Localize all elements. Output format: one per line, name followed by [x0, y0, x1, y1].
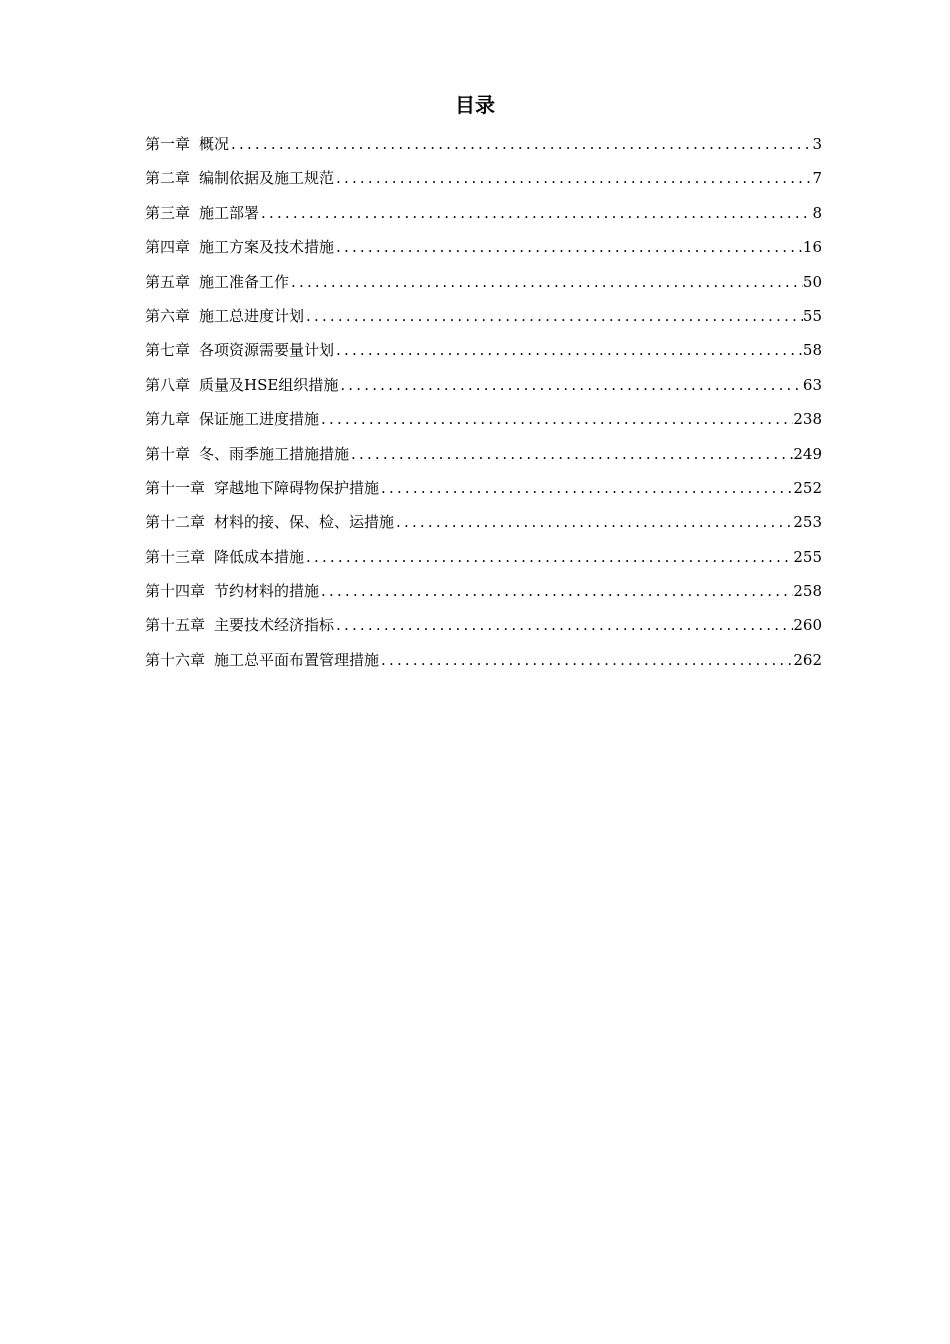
toc-leader-dots: [334, 230, 803, 264]
toc-entry-title: 冬、雨季施工措施措施: [199, 444, 350, 463]
toc-chapter: 第一章: [145, 135, 191, 153]
toc-page-number: 63: [802, 375, 822, 394]
toc-entry-title: 降低成本措施: [214, 547, 305, 566]
toc-entry-9[interactable]: [145, 402, 822, 436]
toc-chapter: 第十二章: [145, 513, 206, 532]
toc-page-number: 50: [802, 272, 822, 291]
toc-entry-title: 节约材料的措施: [214, 582, 320, 601]
toc-leader-dots: [338, 368, 803, 402]
toc-leader-dots: [319, 574, 793, 608]
toc-page-number: 8: [812, 203, 822, 222]
toc-page-number: 238: [793, 410, 822, 429]
toc-page-number: 255: [793, 547, 822, 566]
toc-entry-14[interactable]: [145, 574, 822, 608]
toc-chapter: 第十一章: [145, 478, 206, 497]
toc-entry-title: 施工部署: [199, 203, 260, 222]
toc-entry-title: 施工总平面布置管理措施: [214, 650, 380, 669]
toc-chapter: 第八章: [145, 375, 191, 394]
toc-chapter: 第十三章: [145, 547, 206, 566]
toc-entry-8[interactable]: [145, 368, 822, 402]
toc-leader-dots: [379, 471, 793, 505]
toc-entry-title: 施工准备工作: [199, 272, 290, 291]
toc-chapter: 第十六章: [145, 650, 206, 669]
toc-chapter: 第二章: [145, 169, 191, 188]
toc-page-number: 58: [802, 341, 822, 360]
toc-page-number: 253: [793, 513, 822, 532]
toc-entry-15[interactable]: [145, 608, 822, 642]
toc-entry-title: 材料的接、保、检、运措施: [214, 513, 395, 532]
toc-chapter: 第七章: [145, 341, 191, 360]
toc-leader-dots: [304, 540, 793, 574]
toc-leader-dots: [349, 437, 793, 471]
toc-leader-dots: [289, 265, 803, 299]
toc-page-number: 249: [793, 444, 822, 463]
toc-leader-dots: [334, 161, 812, 195]
toc-page-number: 258: [793, 582, 822, 601]
toc-chapter: 第三章: [145, 203, 191, 222]
toc-entry-16[interactable]: [145, 643, 822, 677]
toc-page-number: 262: [793, 650, 822, 669]
toc-entry-13[interactable]: [145, 540, 822, 574]
toc-chapter: 第九章: [145, 410, 191, 429]
toc-entry-title: 施工方案及技术措施: [199, 238, 335, 257]
toc-page-number: 7: [812, 169, 822, 188]
toc-page-number: 55: [802, 306, 822, 325]
toc-leader-dots: [229, 127, 812, 161]
toc-entry-title: 质量及HSE组织措施: [199, 375, 339, 394]
toc-entry-3[interactable]: [145, 196, 822, 230]
toc-entry-title: 主要技术经济指标: [214, 616, 335, 635]
toc-chapter: 第十五章: [145, 616, 206, 635]
toc-entry-12[interactable]: [145, 505, 822, 539]
toc-entry-6[interactable]: [145, 299, 822, 333]
toc-entry-11[interactable]: [145, 471, 822, 505]
toc-leader-dots: [304, 299, 803, 333]
toc-entry-title: 编制依据及施工规范: [199, 169, 335, 188]
toc-chapter: 第五章: [145, 272, 191, 291]
toc-page-number: 16: [802, 238, 822, 257]
toc-entry-title: 穿越地下障碍物保护措施: [214, 478, 380, 497]
toc-leader-dots: [259, 196, 812, 230]
toc-leader-dots: [379, 643, 793, 677]
toc-entry-title: 保证施工进度措施: [199, 410, 320, 429]
toc-entry-4[interactable]: [145, 230, 822, 264]
toc-entry-title: 概况: [199, 135, 230, 153]
toc-title: 目录: [455, 93, 495, 117]
toc-entry-title: 各项资源需要量计划: [199, 341, 335, 360]
toc-list: [145, 127, 822, 677]
toc-leader-dots: [319, 402, 793, 436]
toc-entry-title: 施工总进度计划: [199, 306, 305, 325]
toc-page-number: 252: [793, 478, 822, 497]
toc-leader-dots: [334, 333, 803, 367]
toc-entry-5[interactable]: [145, 265, 822, 299]
toc-entry-7[interactable]: [145, 333, 822, 367]
toc-chapter: 第四章: [145, 238, 191, 257]
toc-leader-dots: [394, 505, 793, 539]
toc-leader-dots: [334, 608, 793, 642]
toc-entry-2[interactable]: [145, 161, 822, 195]
toc-chapter: 第六章: [145, 306, 191, 325]
toc-chapter: 第十四章: [145, 582, 206, 601]
toc-chapter: 第十章: [145, 444, 191, 463]
toc-entry-1[interactable]: [145, 127, 822, 161]
toc-page-number: 260: [793, 616, 822, 635]
toc-entry-10[interactable]: [145, 437, 822, 471]
toc-page-number: 3: [812, 135, 822, 153]
